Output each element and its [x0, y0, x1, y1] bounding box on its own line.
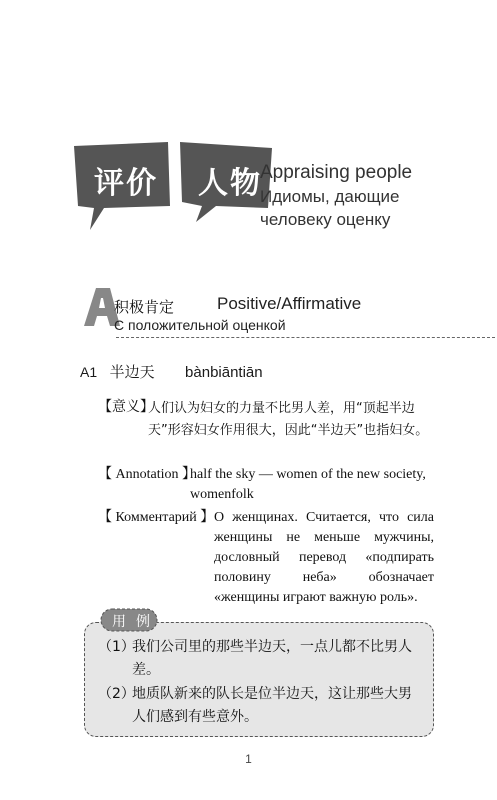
meaning-text: 人们认为妇女的力量不比男人差，用“顶起半边天”形容妇女作用很大，因此“半边天”也指妇女。	[148, 401, 429, 438]
example-text: 地质队新来的队长是位半边天，这让那些大男人们感到有些意外。	[132, 686, 412, 725]
section-title-en: Positive/Affirmative	[217, 294, 362, 313]
annotation-text: half the sky — women of the new society, womenfolk	[190, 467, 426, 502]
examples-tag	[100, 608, 158, 632]
examples-tag-label: 用例	[112, 614, 160, 630]
chapter-subtitle-en: Appraising people	[260, 162, 413, 183]
chapter-banner	[74, 142, 413, 242]
meaning-label: 【意义】	[98, 400, 154, 415]
annotation-label: 【 Annotation 】	[98, 467, 196, 482]
entry-code: A1	[80, 364, 98, 380]
entry-idiom: 半边天	[109, 363, 155, 381]
section-heading	[80, 286, 495, 346]
chapter-subtitle-ru-line2: человеку оценку	[260, 210, 391, 229]
section-title-ru: С положительной оценкой	[114, 317, 286, 333]
example-number: （1）	[98, 639, 135, 655]
commentary-text: О женщинах. Считается, что сила женщины не меньше мужчины, дословный перевод «подпирать половину неба» обозначает «женщины играют важную роль».	[214, 510, 434, 605]
example-number: （2）	[98, 686, 135, 702]
chapter-title-part2: 人物	[198, 166, 262, 201]
section-divider	[116, 337, 495, 338]
chapter-title-part1: 评价	[94, 166, 158, 201]
chapter-subtitle-ru-line1: Идиомы, дающие	[260, 187, 400, 206]
entry-headline	[80, 361, 263, 382]
section-title-zh: 积极肯定	[114, 298, 175, 316]
example-text: 我们公司里的那些半边天，一点儿都不比男人差。	[132, 639, 412, 678]
page-number: 1	[245, 752, 252, 766]
entry-pinyin: bànbiāntiān	[185, 364, 263, 381]
commentary-label: 【 Комментарий 】	[98, 510, 215, 525]
